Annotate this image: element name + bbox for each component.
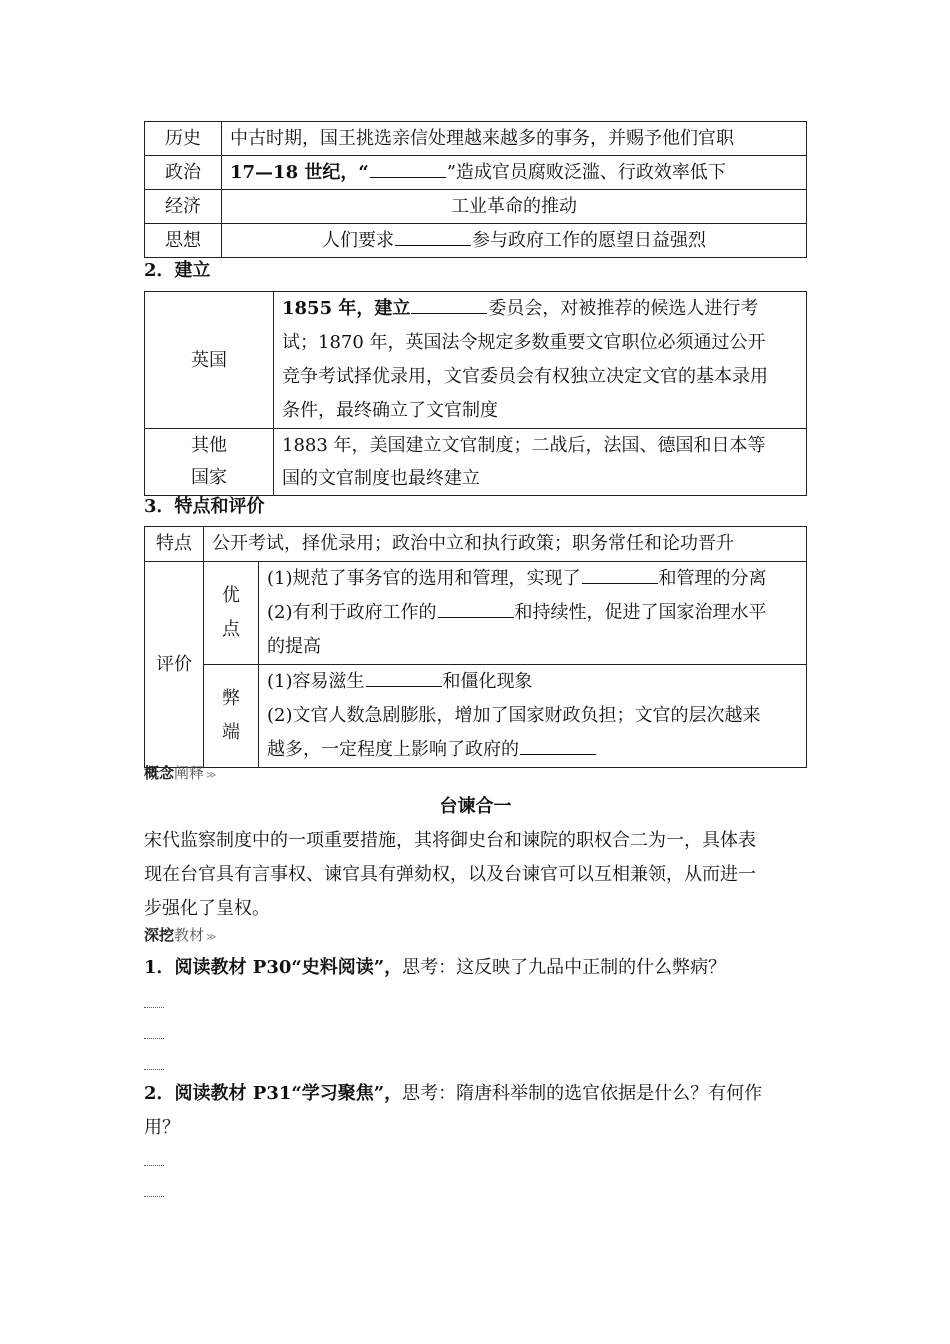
table-row	[145, 190, 807, 224]
section-heading: 2．建立	[144, 260, 211, 281]
question-1: 1．阅读教材 P30“史料阅读”，思考：这反映了九品中正制的什么弊病？	[144, 957, 727, 978]
row-content: 17—18 世纪，“ ”造成官员腐败泛滥、行政效率低下	[222, 156, 807, 190]
table-row	[145, 122, 807, 156]
sub-label: 弊 端	[204, 665, 259, 768]
answer-line[interactable]	[144, 1069, 164, 1070]
row-label: 评价	[145, 562, 204, 768]
answer-line[interactable]	[144, 1007, 164, 1008]
row-label: 英国	[145, 292, 274, 429]
row-label: 思想	[145, 224, 222, 258]
fill-blank[interactable]	[395, 245, 471, 246]
table-row	[145, 562, 807, 665]
row-content: 中古时期，国王挑选亲信处理越来越多的事务，并赐予他们官职	[222, 122, 807, 156]
row-content: 人们要求 参与政府工作的愿望日益强烈	[222, 224, 807, 258]
establishment-table	[144, 291, 807, 496]
row-label: 历史	[145, 122, 222, 156]
row-content: (1)规范了事务官的选用和管理，实现了 和管理的分离 (2)有利于政府工作的 和持续性，促进了国家治理水平 的提高	[259, 562, 807, 665]
row-label: 政治	[145, 156, 222, 190]
background-table	[144, 121, 807, 258]
row-content: 公开考试，择优录用；政治中立和执行政策；职务常任和论功晋升	[204, 527, 807, 562]
answer-line[interactable]	[144, 1196, 164, 1197]
table-row	[145, 429, 807, 496]
row-content: 1883 年，美国建立文官制度；二战后，法国、德国和日本等 国的文官制度也最终建立	[274, 429, 807, 496]
row-content: 工业革命的推动	[222, 190, 807, 224]
concept-paragraph: 宋代监察制度中的一项重要措施，其将御史台和谏院的职权合二为一，具体表 现在台官具有言事权、谏官具有弹劾权，以及台谏官可以互相兼领，从而进一 步强化了皇权。	[144, 830, 756, 919]
sub-label: 优 点	[204, 562, 259, 665]
fill-blank[interactable]	[582, 583, 658, 584]
table-row	[145, 156, 807, 190]
deep-label: 深挖教材 ≫	[144, 926, 217, 944]
fill-blank[interactable]	[438, 617, 514, 618]
concept-title: 台谏合一	[439, 796, 512, 817]
features-table	[144, 526, 807, 768]
fill-blank[interactable]	[370, 177, 446, 178]
chevron-icon: ≫	[206, 770, 217, 781]
fill-blank[interactable]	[411, 313, 487, 314]
row-label: 其他 国家	[145, 429, 274, 496]
chevron-icon: ≫	[206, 932, 217, 943]
table-row	[145, 665, 807, 768]
question-2: 2．阅读教材 P31“学习聚焦”，思考：隋唐科举制的选官依据是什么？有何作 用？	[144, 1083, 763, 1138]
section-heading: 3．特点和评价	[144, 496, 265, 517]
fill-blank[interactable]	[520, 754, 596, 755]
answer-line[interactable]	[144, 1038, 164, 1039]
table-row	[145, 292, 807, 429]
answer-line[interactable]	[144, 1165, 164, 1166]
table-row	[145, 527, 807, 562]
row-content: (1)容易滋生 和僵化现象 (2)文官人数急剧膨胀，增加了国家财政负担；文官的层次越来 越多，一定程度上影响了政府的	[259, 665, 807, 768]
table-row	[145, 224, 807, 258]
row-label: 特点	[145, 527, 204, 562]
concept-label: 概念阐释 ≫	[144, 764, 217, 782]
row-label: 经济	[145, 190, 222, 224]
fill-blank[interactable]	[366, 686, 442, 687]
row-content: 1855 年，建立 委员会，对被推荐的候选人进行考 试；1870 年，英国法令规定多数重要文官职位必须通过公开 竞争考试择优录用，文官委员会有权独立决定文官的基本录用 条件，最终确立了文官制度	[274, 292, 807, 429]
